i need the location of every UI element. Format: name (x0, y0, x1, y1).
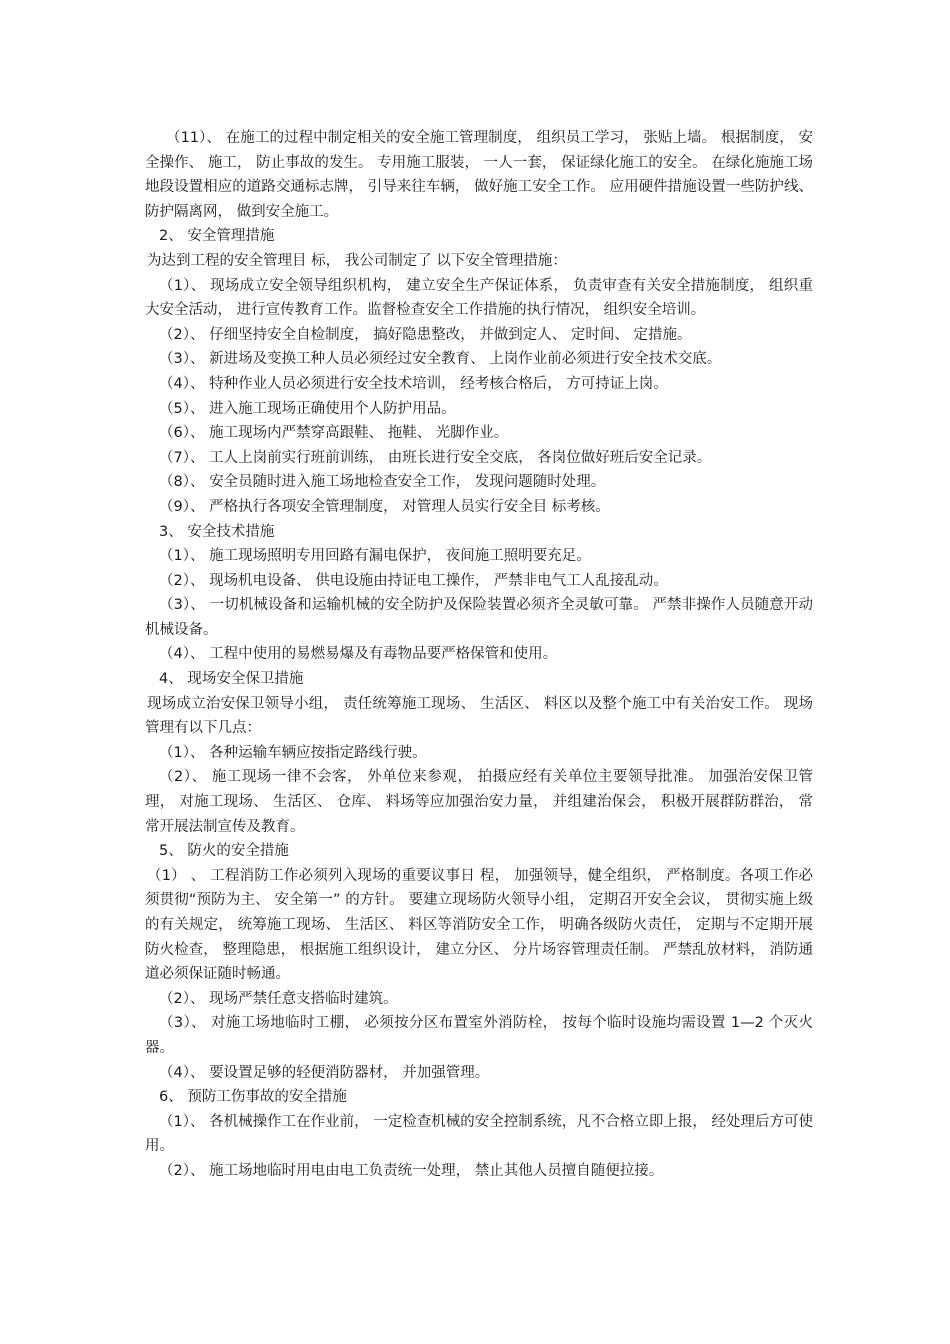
paragraph: （2）、 现场严禁任意支搭临时建筑。 (159, 990, 398, 1007)
paragraph: 现场成立治安保卫领导小组， 责任统筹施工现场、 生活区、 料区以及整个施工中有关治安工作。 现场管理有以下几点： (145, 695, 813, 737)
paragraph: （4）、 工程中使用的易燃易爆及有毒物品要严格保管和使用。 (159, 646, 558, 663)
paragraph: （1）、 施工现场照明专用回路有漏电保护， 夜间施工照明要充足。 (159, 548, 591, 565)
paragraph: （4）、 特种作业人员必须进行安全技术培训， 经考核合格后， 方可持证上岗。 (159, 375, 668, 392)
document-body (145, 126, 813, 1184)
paragraph: （6）、 施工现场内严禁穿高跟鞋、 拖鞋、 光脚作业。 (159, 425, 509, 442)
paragraph: （2）、 现场机电设备、 供电设施由持证电工操作， 严禁非电气工人乱接乱动。 (159, 572, 668, 589)
paragraph: （1）、 各种运输车辆应按指定路线行驶。 (159, 744, 427, 761)
section-heading: 4、 现场安全保卫措施 (159, 671, 304, 688)
paragraph: 为达到工程的安全管理目 标， 我公司制定了 以下安全管理措施： (147, 252, 567, 269)
paragraph: （3）、 一切机械设备和运输机械的安全防护及保险装置必须齐全灵敏可靠。 严禁非操作人员随意开动机械设备。 (145, 597, 813, 638)
paragraph: （3）、 对施工场地临时工棚， 必须按分区布置室外消防栓， 按每个临时设施均需设置 1—2 个灭火器。 (145, 1015, 813, 1056)
paragraph: （8）、 安全员随时进入施工场地检查安全工作， 发现问题随时处理。 (159, 474, 606, 491)
paragraph: （5）、 进入施工现场正确使用个人防护用品。 (159, 400, 456, 417)
paragraph: （9）、 严格执行各项安全管理制度， 对管理人员实行安全目 标考核。 (159, 498, 610, 515)
section-heading: 6、 预防工伤事故的安全措施 (159, 1089, 347, 1106)
paragraph: （2）、 仔细坚持安全自检制度， 搞好隐患整改， 并做到定人、 定时间、 定措施。 (159, 326, 692, 343)
paragraph: （2）、 施工现场一律不会客， 外单位来参观， 拍摄应经有关单位主要领导批准。 加强治安保卫管理， 对施工现场、 生活区、 仓库、 料场等应加强治安力量， 并组建治保会， 积极开展群防群治， 常常开展法制宣传及教育。 (145, 769, 813, 835)
paragraph: （7）、 工人上岗前实行班前训练， 由班长进行安全交底， 各岗位做好班后安全记录。 (159, 449, 712, 466)
paragraph: （2）、 施工场地临时用电由电工负责统一处理， 禁止其他人员擅自随便拉接。 (159, 1162, 664, 1179)
section-heading: 3、 安全技术措施 (159, 523, 275, 540)
paragraph: （1）、 各机械操作工在作业前， 一定检查机械的安全控制系统，凡不合格立即上报， 经处理后方可使用。 (145, 1113, 813, 1155)
paragraph: （11）、 在施工的过程中制定相关的安全施工管理制度， 组织员工学习， 张贴上墙。 根据制度， 安全操作、 施工， 防止事故的发生。 专用施工服装， 一人一套， 保证绿化施工的安全。 在绿化施施工场地段设置相应的道路交通标志牌， 引导来往车辆， 做好施工安全工作。 应用硬件措施设置一些防护线、 防护隔离网， 做到安全施工。 (145, 130, 813, 220)
paragraph: （4）、 要设置足够的轻便消防器材， 并加强管理。 (159, 1064, 490, 1081)
section-heading: 5、 防火的安全措施 (159, 843, 289, 860)
paragraph: （3）、 新进场及变换工种人员必须经过安全教育、 上岗作业前必须进行安全技术交底。 (159, 351, 722, 368)
section-heading: 2、 安全管理措施 (159, 228, 275, 245)
paragraph: （1） 、 工程消防工作必须列入现场的重要议事日 程， 加强领导，健全组织， 严格制度。各项工作必须贯彻“预防为主、 安全第一” 的方针。 要建立现场防火领导小组， 定期召开安全会议， 贯彻实施上级的有关规定， 统筹施工现场、 生活区、 料区等消防安全工作， 明确各级防火责任， 定期与不定期开展防火检查， 整理隐患， 根据施工组织设计， 建立分区、 分片场容管理责任制。 严禁乱放材料， 消防通道必须保证随时畅通。 (145, 867, 813, 983)
paragraph: （1）、 现场成立安全领导组织机构， 建立安全生产保证体系， 负责审查有关安全措施制度， 组织重大安全活动， 进行宣传教育工作。监督检查安全工作措施的执行情况， 组织安全培训。 (145, 277, 813, 319)
